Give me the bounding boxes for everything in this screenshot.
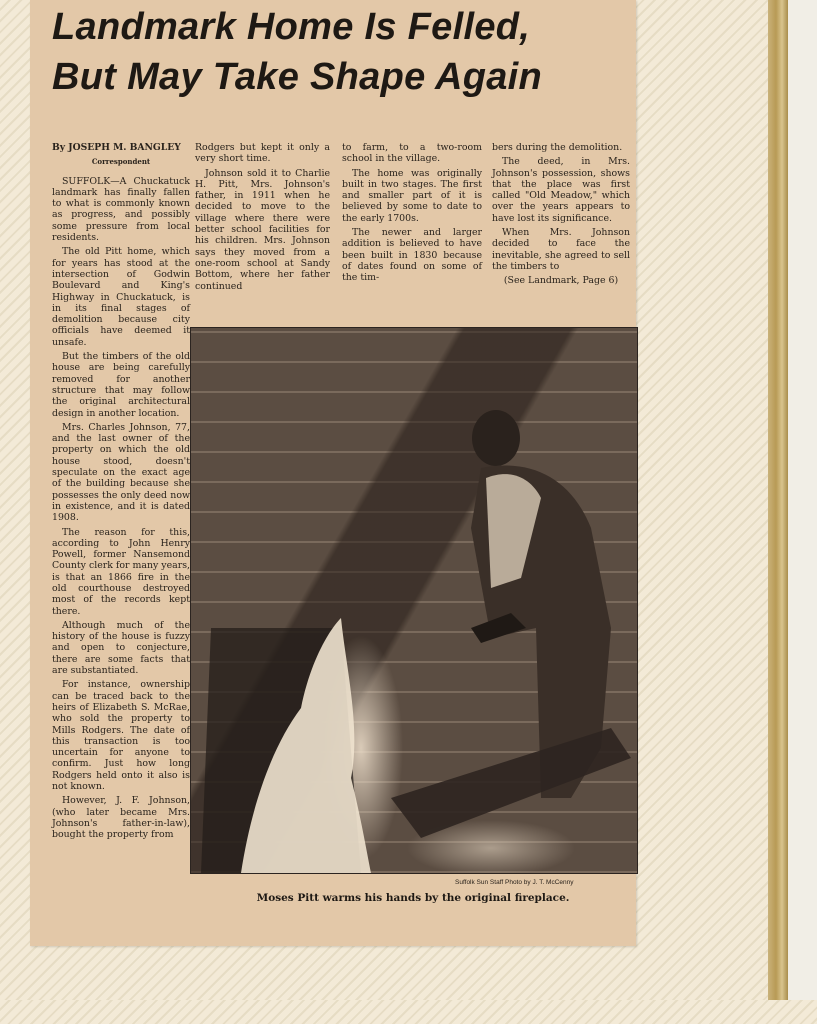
paragraph: to farm, to a two-room school in the village.: [342, 142, 482, 165]
paragraph: The deed, in Mrs. Johnson's possession, shows that the place was first called "Old Meadow," which over the years appears to have lost its significance.: [492, 156, 630, 224]
column-2: [195, 142, 330, 295]
paragraph: But the timbers of the old house are being carefully removed for another structure that may follow the original architectural design in another location.: [52, 351, 190, 419]
column-4: [492, 142, 630, 290]
paragraph: Rodgers but kept it only a very short time.: [195, 142, 330, 165]
continuation-reference: (See Landmark, Page 6): [503, 275, 619, 287]
paragraph: Johnson sold it to Charlie H. Pitt, Mrs. Johnson's father, in 1911 when he decided to move to the village where there were better school facilities for his children. Mrs. Johnson says they moved from a one-room school at Sandy Bottom, where her father continued: [195, 167, 330, 292]
paragraph: When Mrs. Johnson decided to face the inevitable, she agreed to sell the timbers to: [492, 227, 630, 272]
paragraph: The reason for this, according to John Henry Powell, former Nansemond County clerk for many years, is that an 1866 fire in the old courthouse destroyed most of the records kept there.: [52, 526, 190, 617]
byline-role: Correspondent: [91, 157, 151, 167]
paragraph: The home was originally built in two stages. The first and smaller part of it is believed by some to date to the early 1700s.: [342, 167, 482, 224]
photo-caption: Moses Pitt warms his hands by the original fireplace.: [256, 892, 570, 904]
column-1: [52, 142, 190, 844]
page-margin: [788, 0, 817, 1024]
headline-line-1: Landmark Home Is Felled,: [52, 6, 531, 48]
paragraph: Mrs. Charles Johnson, 77, and the last owner of the property on which the old house stood, doesn't speculate on the exact age of the building because she possesses the only deed now in existence, and it is dated 1908.: [52, 421, 190, 524]
headline-line-2: But May Take Shape Again: [52, 56, 543, 98]
photo-credit: Suffolk Sun Staff Photo by J. T. McCenny: [455, 879, 574, 886]
paragraph: Although much of the history of the house is fuzzy and open to conjecture, there are some facts that are substantiated.: [52, 619, 190, 677]
headline: [52, 2, 632, 102]
newspaper-clipping: [30, 0, 636, 946]
news-photo: [190, 327, 638, 874]
paragraph: However, J. F. Johnson, (who later became Mrs. Johnson's father-in-law), bought the property from: [52, 795, 190, 841]
paragraph: bers during the demolition.: [492, 142, 623, 153]
byline: By JOSEPH M. BANGLEY: [52, 142, 181, 153]
paragraph: The old Pitt home, which for years has stood at the intersection of Godwin Boulevard and King's Highway in Chuckatuck, is in its final stages of demolition because city officials have deemed it unsafe.: [52, 246, 190, 348]
column-3: [342, 142, 482, 287]
page-bottom: [0, 1000, 817, 1024]
paragraph: The newer and larger addition is believed to have been built in 1830 because of dates found on some of the tim-: [342, 227, 482, 284]
photo-illustration: [191, 328, 637, 873]
paragraph: SUFFOLK—A Chuckatuck landmark has finally fallen to what is commonly known as progress, and possibly some pressure from local residents.: [52, 175, 190, 244]
paragraph: For instance, ownership can be traced back to the heirs of Elizabeth S. McRae, who sold the property to Mills Rodgers. The date of this transaction is too uncertain for anyone to confirm. Just how long Rodgers held onto it also is not known.: [52, 679, 190, 793]
page-edge: [768, 0, 788, 1024]
